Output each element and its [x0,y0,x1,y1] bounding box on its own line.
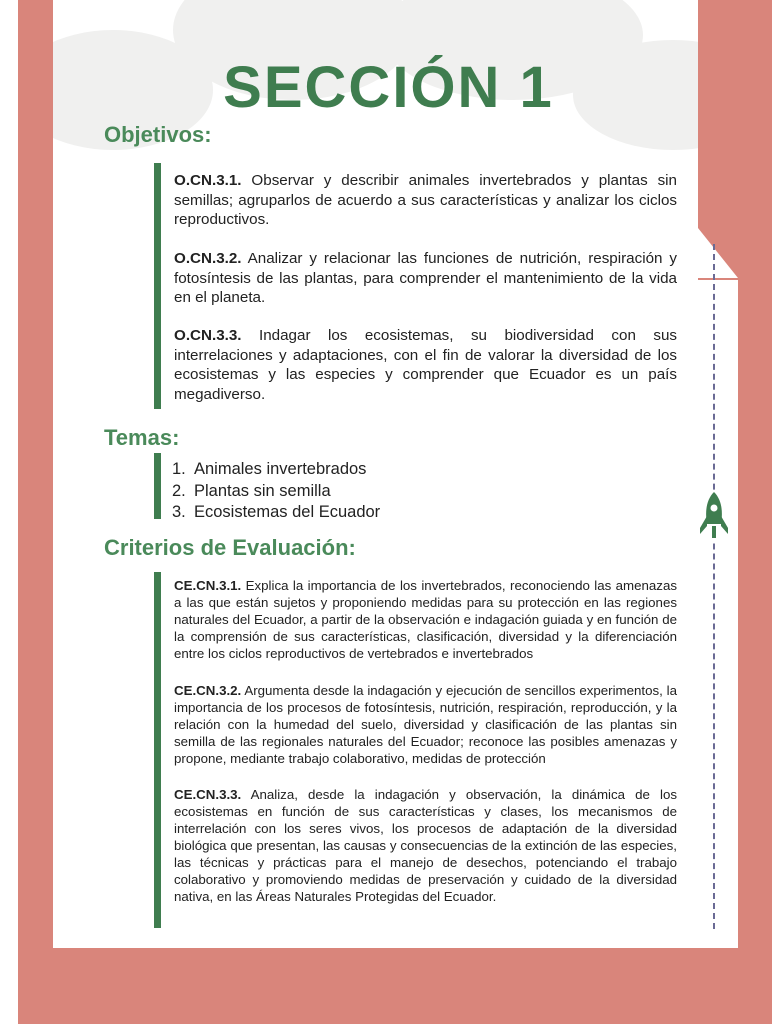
objective-code: O.CN.3.3. [174,327,242,344]
objective-item [174,249,677,308]
objectives-heading: Objetivos: [104,122,212,147]
objective-code: O.CN.3.1. [174,172,242,189]
list-item [172,502,380,524]
topic-label: Ecosistemas del Ecuador [194,503,381,521]
list-item [172,481,380,503]
topic-label: Plantas sin semilla [194,481,331,500]
page-left-margin [0,0,18,1024]
criterion-item [174,577,677,662]
topics-bar [154,453,161,519]
criterion-text: Analiza, desde la indagación y observación, la dinámica de los ecosistemas en función de sus características y clases, los mecanismos de interrelación con los seres vivos, los procesos de adaptación de la diversidad biológica que presentan, las causas y consecuencias de la extinción de las especies, las técnicas y prácticas para el manejo de desechos, potenciando el trabajo colaborativo y promoviendo medidas de preservación y cuidado de la diversidad nativa, en las Áreas Naturales Protegidas del Ecuador. [174,787,677,904]
objective-item [174,326,677,404]
dashed-guide-line [713,244,715,929]
objectives-bar [154,163,161,409]
topic-number: 1. [172,460,186,478]
objective-text: Analizar y relacionar las funciones de nutrición, respiración y fotosíntesis de las plantas, para comprender el mantenimiento de la vida en el planeta. [174,250,677,306]
objective-item [174,171,677,230]
topic-label: Animales invertebrados [194,460,367,478]
criterion-code: CE.CN.3.3. [174,787,242,802]
criterion-code: CE.CN.3.1. [174,578,242,593]
criteria-heading: Criterios de Evaluación: [104,535,356,560]
criterion-text: Explica la importancia de los invertebrados, reconociendo las amenazas a las que están sujetos y proponiendo medidas para su protección en las regiones naturales del Ecuador, a partir de la observación e indagación guiada y en función de la comprensión de sus características, clasificación, diversidad y la diferenciación entre los ciclos reproductivos de vertebrados e invertebrados [174,578,677,661]
criterion-item [174,786,677,905]
page-title: SECCIÓN 1 [223,55,554,120]
objective-text: Observar y describir animales invertebrados y plantas sin semillas; agruparlos de acuerdo a sus características y analizar los ciclos reproductivos. [174,172,677,228]
list-item [172,459,380,481]
side-tab-cut [698,228,738,278]
topics-list [172,459,380,524]
rocket-icon [698,490,730,542]
criterion-code: CE.CN.3.2. [174,683,242,698]
topic-number: 2. [172,481,186,500]
objective-text: Indagar los ecosistemas, su biodiversidad con sus interrelaciones y adaptaciones, con el fin de valorar la diversidad de los ecosistemas y las especies y comprender que Ecuador es un país megadiverso. [174,327,677,403]
objective-code: O.CN.3.2. [174,250,242,267]
page-right-strip [772,0,777,1024]
criterion-item [174,682,677,767]
criterion-text: Argumenta desde la indagación y ejecución de sencillos experimentos, la importancia de los procesos de fotosíntesis, nutrición, respiración, reproducción, y la relación con la humedad del suelo, diversidad y clasificación de las plantas sin semilla de las regionales naturales del Ecuador; reconoce las posibles amenazas y propone, mediante trabajo colaborativo, medidas de protección [174,683,677,766]
criteria-bar [154,572,161,928]
topics-heading: Temas: [104,425,180,450]
topic-number: 3. [172,503,186,521]
